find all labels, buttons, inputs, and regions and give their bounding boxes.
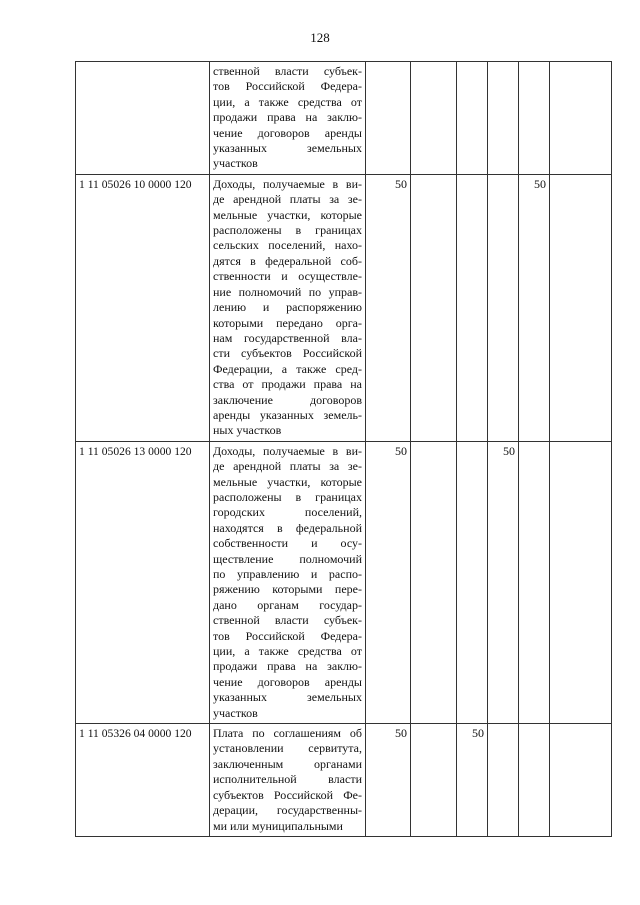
percent-cell xyxy=(550,174,612,441)
description-line: сти субъектов Российской xyxy=(213,346,362,361)
description-line: дерации, государственны- xyxy=(213,803,362,818)
description-line: городских поселений, xyxy=(213,505,362,520)
percent-cell xyxy=(519,441,550,723)
description-line: указанных земельных xyxy=(213,141,362,156)
page-number: 128 xyxy=(310,30,330,45)
percent-cell xyxy=(411,724,457,837)
description-line: ственной власти субъек- xyxy=(213,613,362,628)
description-line: чение договоров аренды xyxy=(213,125,362,140)
table-row xyxy=(76,62,612,175)
description-line: собственности и осу- xyxy=(213,536,362,551)
description-line: участков xyxy=(213,156,258,171)
description-line: заключенным органами xyxy=(213,756,362,771)
percent-cell xyxy=(488,62,519,175)
classification-code: 1 11 05026 10 0000 120 xyxy=(76,174,210,441)
percent-cell: 50 xyxy=(519,174,550,441)
description-line: де арендной платы за зе- xyxy=(213,459,362,474)
description-line: сельских поселений, нахо- xyxy=(213,238,362,253)
income-description xyxy=(210,441,366,723)
description-line: которыми передано орга- xyxy=(213,315,362,330)
description-line: де арендной платы за зе- xyxy=(213,192,362,207)
description-line: ние полномочий по управ- xyxy=(213,284,362,299)
description-line: субъектов Российской Фе- xyxy=(213,787,362,802)
description-line: мельные участки, которые xyxy=(213,207,362,222)
income-description xyxy=(210,62,366,175)
description-line: заключение договоров xyxy=(213,392,362,407)
percent-cell xyxy=(457,441,488,723)
table-row xyxy=(76,724,612,837)
percent-cell xyxy=(411,62,457,175)
description-line: тов Российской Федера- xyxy=(213,79,362,94)
budget-table xyxy=(75,61,612,837)
description-line: продажи права на заклю- xyxy=(213,659,362,674)
description-line: ми или муниципальными xyxy=(213,818,343,833)
description-line: ственной власти субъек- xyxy=(213,64,362,78)
classification-code: 1 11 05026 13 0000 120 xyxy=(76,441,210,723)
description-line: расположены в границах xyxy=(213,223,362,238)
income-description xyxy=(210,174,366,441)
classification-code xyxy=(76,62,210,175)
percent-cell xyxy=(550,724,612,837)
description-line: дятся в федеральной соб- xyxy=(213,253,362,268)
description-line: ции, а также средства от xyxy=(213,644,362,659)
description-line: исполнительной власти xyxy=(213,772,362,787)
description-line: Доходы, получаемые в ви- xyxy=(213,443,362,458)
description-line: мельные участки, которые xyxy=(213,474,362,489)
income-description xyxy=(210,724,366,837)
description-line: по управлению и распо- xyxy=(213,567,362,581)
description-line: ции, а также средства от xyxy=(213,94,362,109)
description-line: ственности и осуществле- xyxy=(213,269,362,284)
percent-cell xyxy=(519,724,550,837)
description-line: расположены в границах xyxy=(213,489,362,504)
percent-cell xyxy=(366,62,411,175)
percent-cell xyxy=(411,174,457,441)
description-line: ных участков xyxy=(213,423,282,438)
description-line: Плата по соглашениям об xyxy=(213,726,362,741)
description-line: продажи права на заклю- xyxy=(213,110,362,125)
description-line: ществление полномочий xyxy=(213,551,362,566)
percent-cell xyxy=(457,62,488,175)
description-line: участков xyxy=(213,705,258,720)
percent-cell: 50 xyxy=(488,441,519,723)
description-line: тов Российской Федера- xyxy=(213,628,362,643)
description-line: Доходы, получаемые в ви- xyxy=(213,176,362,191)
table-row xyxy=(76,441,612,723)
description-line: ства от продажи права на xyxy=(213,377,362,392)
description-line: дано органам государ- xyxy=(213,597,362,612)
classification-code: 1 11 05326 04 0000 120 xyxy=(76,724,210,837)
table-row xyxy=(76,174,612,441)
description-line: ряжению которыми пере- xyxy=(213,582,362,597)
percent-cell xyxy=(519,62,550,175)
description-line: Федерации, а также сред- xyxy=(213,361,362,376)
percent-cell xyxy=(550,441,612,723)
percent-cell: 50 xyxy=(366,724,411,837)
percent-cell xyxy=(550,62,612,175)
percent-cell: 50 xyxy=(457,724,488,837)
percent-cell: 50 xyxy=(366,174,411,441)
description-line: лению и распоряжению xyxy=(213,300,362,315)
description-line: нам государственной вла- xyxy=(213,330,362,345)
table-body xyxy=(76,62,612,837)
percent-cell: 50 xyxy=(366,441,411,723)
percent-cell xyxy=(488,174,519,441)
percent-cell xyxy=(411,441,457,723)
description-line: чение договоров аренды xyxy=(213,674,362,689)
percent-cell xyxy=(488,724,519,837)
description-line: установлении сервитута, xyxy=(213,741,362,756)
description-line: находятся в федеральной xyxy=(213,520,362,535)
description-line: аренды указанных земель- xyxy=(213,407,362,422)
description-line: указанных земельных xyxy=(213,690,362,705)
percent-cell xyxy=(457,174,488,441)
